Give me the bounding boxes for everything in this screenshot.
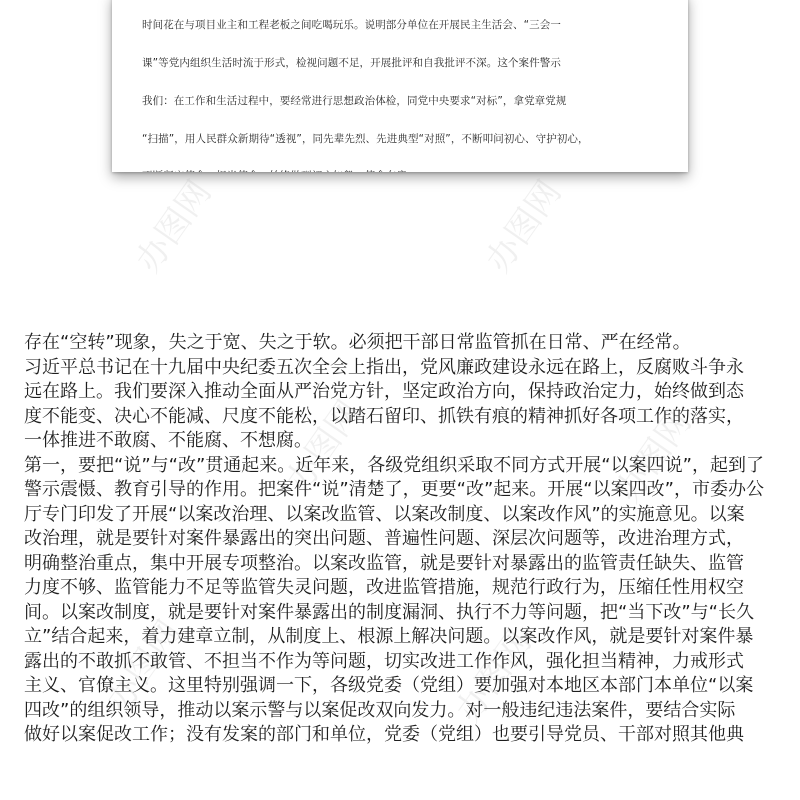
watermark: 办图网 (448, 623, 540, 730)
scanned-document-text (142, 0, 662, 172)
watermark: 办图网 (98, 613, 190, 720)
scanned-document-card (112, 0, 688, 172)
body-line: 厅专门印发了开展“以案改治理、以案改监管、以案改制度、以案改作风”的实施意见。以案 (24, 503, 745, 525)
body-line: 力度不够、监管能力不足等监管失灵问题，改进监管措施，规范行政行为，压缩任性用权空 (24, 577, 744, 598)
card-line: 我们：在工作和生活过程中，要经常进行思想政治体检，同党中央要求“对标”，拿党章党规 (142, 94, 567, 107)
body-line: 露出的不敢抓不敢管、不担当不作为等问题，切实改进工作作风，强化担当精神，力戒形式 (24, 650, 744, 672)
watermark: 办图网 (478, 173, 570, 280)
body-line: 主义、官僚主义。这里特别强调一下，各级党委（党组）要加强对本地区本部门本单位“以案 (24, 675, 754, 696)
watermark: 办图网 (278, 393, 370, 500)
body-line: 远在路上。我们要深入推动全面从严治党方针，坚定政治方向，保持政治定力，始终做到态 (24, 381, 744, 402)
body-line: 间。以案改制度，就是要针对案件暴露出的制度漏洞、执行不力等问题，把“当下改”与“长久 (24, 601, 754, 623)
card-line: 课”等党内组织生活时流于形式，检视问题不足，开展批评和自我批评不深。这个案件警示 (142, 56, 561, 69)
body-line: 度不能变、决心不能减、尺度不能松，以踏石留印、抓铁有痕的精神抓好各项工作的落实， (24, 405, 744, 427)
body-line: 警示震慑、教育引导的作用。把案件“说”清楚了，更要“改”起来。开展“以案四改”，市委办公 (24, 479, 764, 500)
body-line: 第一，要把“说”与“改”贯通起来。近年来，各级党组织采取不同方式开展“以案四说”，起到了 (24, 454, 764, 476)
body-line: 习近平总书记在十九届中央纪委五次全会上指出，党风廉政建设永远在路上，反腐败斗争永 (24, 356, 744, 378)
watermark: 办图网 (128, 173, 220, 280)
body-line: 存在“空转”现象，失之于宽、失之于软。必须把干部日常监管抓在日常、严在经常。 (24, 332, 691, 353)
body-line: 改治理，就是要针对案件暴露出的突出问题、普遍性问题、深层次问题等，改进治理方式， (24, 528, 744, 549)
body-line: 做好以案促改工作；没有发案的部门和单位，党委（党组）也要引导党员、干部对照其他典 (24, 724, 744, 745)
card-line (142, 170, 662, 172)
card-line: “扫描”，用人民群众新期待“透视”，同先辈先烈、先进典型“对照”，不断叩问初心、守护初心， (142, 132, 589, 145)
watermark: 办图网 (608, 403, 700, 510)
body-line: 明确整治重点，集中开展专项整治。以案改监管，就是要针对暴露出的监管责任缺失、监管 (24, 552, 744, 574)
body-line: 立”结合起来，着力建章立制，从制度上、根源上解决问题。以案改作风，就是要针对案件暴 (24, 626, 754, 647)
body-line: 一体推进不敢腐、不能腐、不想腐。 (24, 430, 312, 451)
body-line: 四改”的组织领导，推动以案示警与以案促改双向发力。对一般违纪违法案件，要结合实际 (24, 699, 736, 721)
body-text (24, 331, 784, 748)
card-line: 时间花在与项目业主和工程老板之间吃喝玩乐。说明部分单位在开展民主生活会、“三会一 (142, 19, 561, 32)
